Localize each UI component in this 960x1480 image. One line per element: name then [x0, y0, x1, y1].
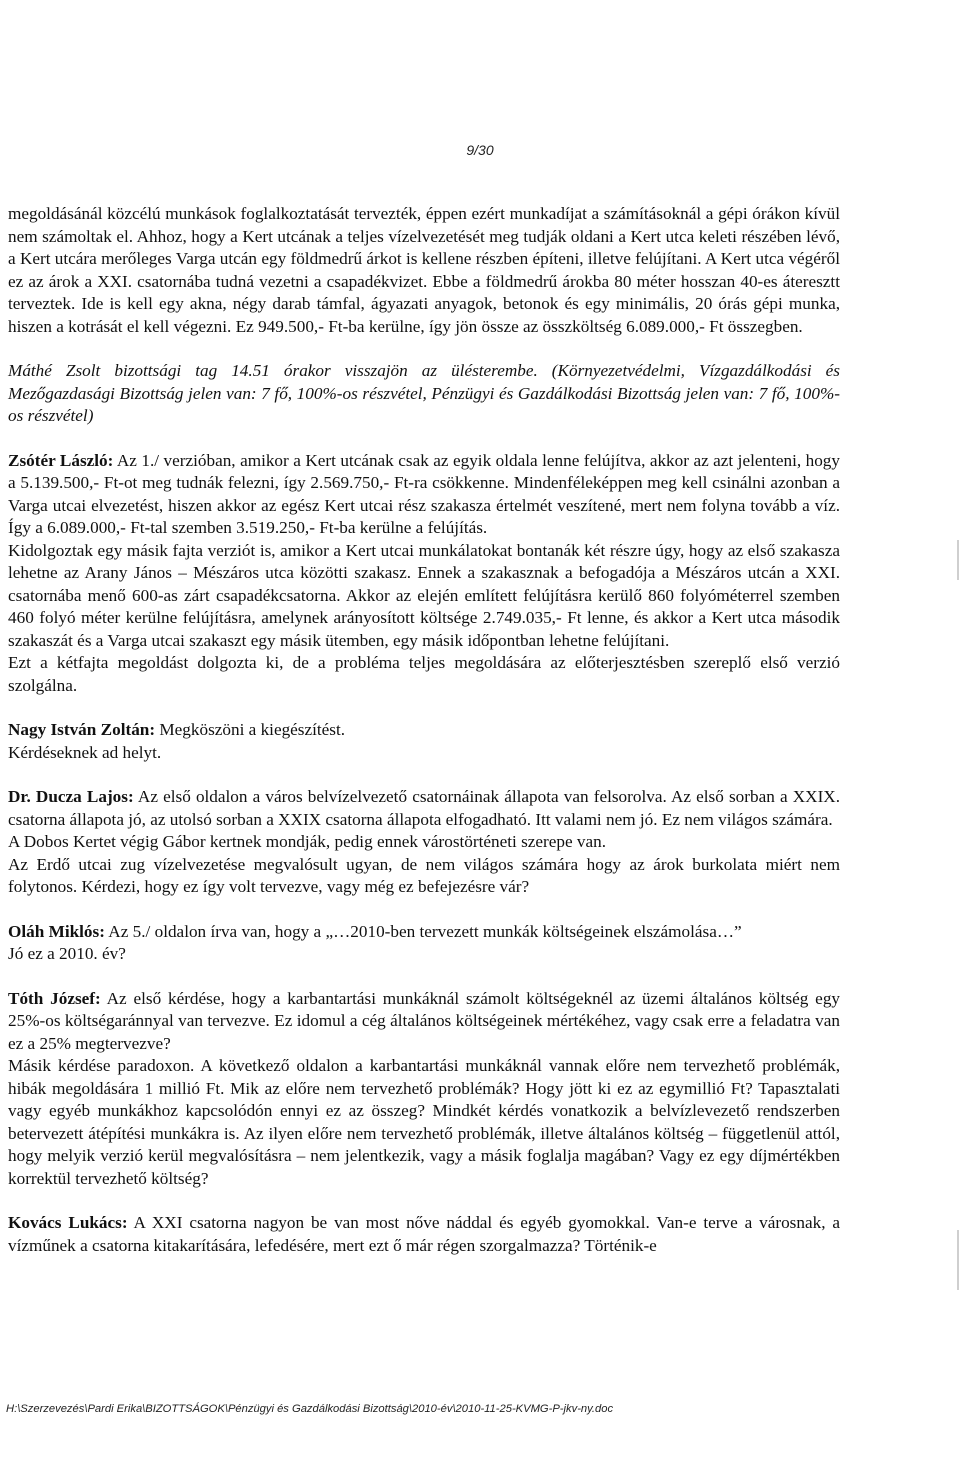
- paragraph: [8, 1055, 840, 1190]
- speaker-name: Kovács Lukács:: [8, 1213, 128, 1232]
- paragraph: [8, 921, 840, 944]
- paragraph-text: Az Erdő utcai zug vízelvezetése megvalósult ugyan, de nem világos számára hogy az árok burkolata miért nem folytonos. Kérdezi, hogy ez így volt tervezve, vagy még ez befejezésre vár?: [8, 854, 840, 896]
- paragraph-text: Kidolgoztak egy másik fajta verziót is, amikor a Kert utcai munkálatokat bontanák két részre úgy, hogy az első szakasza lehetne az Arany János – Mészáros utca közötti szakasz. Ennek a szakasznak a befogadója a Mészáros utcán a XXI. csatornába menő 600-as zárt csapadékcsatorna. Akkor az elején említett felújításra kerülő 860 folyóméterrel szemben 460 folyó méter kerülne felújításra, amelynek arányosított költsége 2.749.035,- Ft lenne, és akkor a Kert utca második szakaszát és a Varga utcai szakaszt egy másik ütemben, egy másik időpontban lehetne felújítani.: [8, 540, 840, 650]
- speaker-name: Tóth József:: [8, 988, 101, 1008]
- paragraph: [8, 742, 840, 765]
- speaker-name: Zsótér László:: [8, 450, 114, 470]
- paragraph-text: Kérdéseknek ad helyt.: [8, 742, 162, 762]
- paragraph-text: A Dobos Kertet végig Gábor kertnek mondják, pedig ennek várostörténeti szerepe van.: [8, 832, 607, 851]
- speaker-name: Dr. Ducza Lajos:: [8, 787, 134, 806]
- paragraph: [8, 450, 840, 540]
- paragraph-text: Az 5./ oldalon írva van, hogy a „…2010-ben tervezett munkák költségeinek elszámolása…”: [108, 921, 742, 941]
- paragraph: [8, 988, 840, 1056]
- paragraph-text: Jó ez a 2010. év?: [8, 944, 126, 963]
- scan-edge-mark: [957, 1230, 959, 1290]
- paragraph-note: [8, 360, 840, 428]
- speaker-name: Oláh Miklós:: [8, 921, 105, 941]
- footer-file-path: H:\Szerzevezés\Pardi Erika\BIZOTTSÁGOK\Pénzügyi és Gazdálkodási Bizottság\2010-év\2010-11-25-KVMG-P-jkv-ny.doc: [6, 1403, 614, 1415]
- paragraph-text: Ezt a kétfajta megoldást dolgozta ki, de a probléma teljes megoldására az előterjesztésben szereplő első verzió szolgálna.: [8, 653, 840, 695]
- paragraph-text: A XXI csatorna nagyon be van most nőve náddal és egyéb gyomokkal. Van-e terve a városnak, a vízműnek a csatorna kitakarítására, lefedésére, mert ezt ő már régen szorgalmazza? Történik-e: [8, 1213, 841, 1255]
- paragraph: [8, 943, 840, 966]
- page-number: 9/30: [466, 142, 494, 158]
- paragraph-text: Az 1./ verzióban, amikor a Kert utcának csak az egyik oldala lenne felújítva, akkor az azt jelenteni, hogy a 5.139.500,- Ft-ot meg tudnák felezni, így 2.569.750,- Ft-ra csökkenne. Mindenféleképpen meg kell csinálni azonban a Varga utcai elvezetést, hiszen akkor az egész Kert utcai rész szakasza értelmét veszítené, mert nem folyna tovább a víz. Így a 6.089.000,- Ft-tal szemben 3.519.250,- Ft-ba kerülne a felújítás.: [8, 450, 840, 537]
- paragraph: [8, 719, 840, 742]
- paragraph-text: Megköszöni a kiegészítést.: [159, 720, 346, 739]
- paragraph: [8, 203, 840, 338]
- paragraph: [8, 854, 840, 899]
- paragraph-text: Másik kérdése paradoxon. A következő oldalon a karbantartási munkáknál vannak előre nem tervezhető problémák, hibák megoldására 1 millió Ft. Mik az előre nem tervezhető problémák? Hogy jött ki ez az egymillió Ft? Tapasztalati vagy egyéb munkákhoz kapcsolódón ennyi ez az összeg? Mindkét kérdés vonatkozik a belvízlevezető rendszerben betervezett átépítési munkákra is. Az ilyen előre nem tervezhető problémák, illetve általános költség – függetlenül attól, hogy melyik verzió kerül megvalósításra – nem jelentkezik, vagy a másik foglalja magában? Vagy ez egy díjmértékben korrektül tervezhető költség?: [8, 1056, 840, 1188]
- paragraph: [8, 786, 840, 831]
- italic-note: Máthé Zsolt bizottsági tag 14.51 órakor visszajön az ülésterembe. (Környezetvédelmi, Vízgazdálkodási és Mezőgazdasági Bizottság jelen van: 7 fő, 100%-os részvétel, Pénzügyi és Gazdálkodási Bizottság jelen van: 7 fő, 100%-os részvétel): [8, 361, 840, 425]
- scan-edge-mark: [957, 540, 959, 580]
- paragraph: [8, 540, 840, 653]
- speaker-name: Nagy István Zoltán:: [8, 720, 156, 739]
- paragraph: [8, 652, 840, 697]
- paragraph-text: megoldásánál közcélú munkások foglalkoztatását tervezték, éppen ezért munkadíjat a számításoknál a gépi órákon kívül nem számoltak el. Ahhoz, hogy a Kert utcának a teljes vízelvezetését meg tudják oldani a Kert utca keleti részében lévő, a Kert utcára merőleges Varga utcán egy földmedrű árkot is kellene részben építeni, illetve felújítani. A Kert utca végéről ez az árok a XXI. csatornába tudná vezetni a csapadékvizet. Ebbe a földmedrű árokba 80 méter hosszan 40-es áteresztt terveztek. Ide is kell egy akna, négy darab támfal, ágyazati anyagok, betonok és egy minimális, 20 órás gépi munka, hiszen a kotrását el kell végezni. Ez 949.500,- Ft-ba kerülne, így jön össze az összköltség 6.089.000,- Ft összegben.: [8, 204, 840, 336]
- paragraph: [8, 1212, 840, 1257]
- document-body: [8, 203, 840, 1257]
- paragraph: [8, 831, 840, 854]
- paragraph-text: Az első kérdése, hogy a karbantartási munkáknál számolt költségeknél az üzemi általános költség egy 25%-os költségaránnyal van tervezve. Ez idomul a cég általános költségeinek mértékéhez, vagy csak erre a feladatra van ez a 25% megtervezve?: [8, 988, 841, 1053]
- paragraph-text: Az első oldalon a város belvízelvezető csatornáinak állapota van felsorolva. Az első sorban a XXIX. csatorna állapota jó, az utolsó sorban a XXIX csatorna állapota elfogadható. Itt valami nem jó. Ez nem világos számára.: [8, 787, 841, 829]
